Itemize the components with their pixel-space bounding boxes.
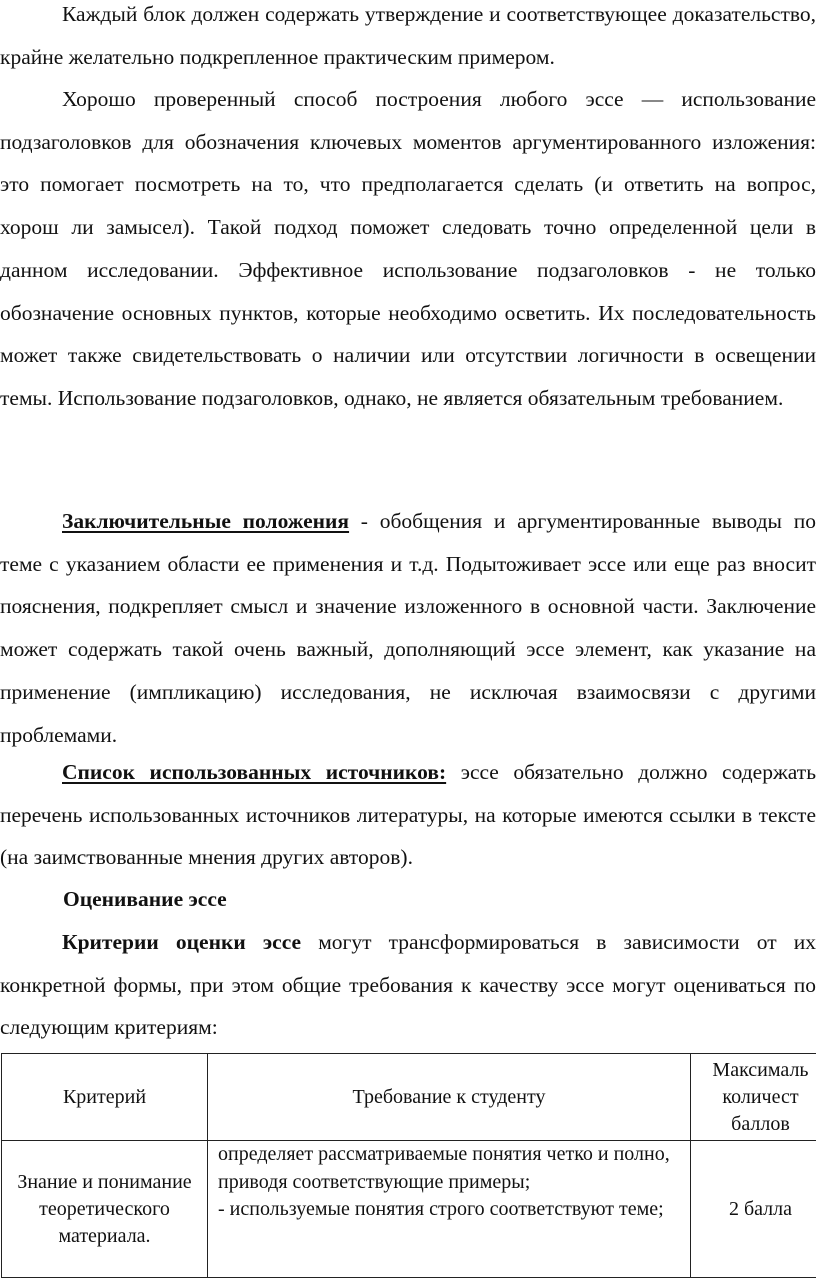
cell-criterion: Знание и понимание теоретического материала. (2, 1141, 208, 1278)
criteria-term: Критерии оценки эссе (62, 930, 302, 954)
section-heading: Оценивание эссе (63, 887, 227, 911)
paragraph-subheadings: Хорошо проверенный способ построения любого эссе — использование подзаголовков для обозначения ключевых моментов аргументированного изложения: это помогает посмотреть на то, что предполагается сделать (и ответить на вопрос, хорош ли замысел). Такой подход поможет следовать точно определенной цели в данном исследовании. Эффективное использование подзаголовков - не только обозначение основных пунктов, которые необходимо осветить. Их последовательность может также свидетельствовать о наличии или отсутствии логичности в освещении темы. Использование подзаголовков, однако, не является обязательным требованием. (0, 87, 816, 410)
header-criterion: Критерий (2, 1054, 208, 1141)
conclusion-term: Заключительные положения (62, 509, 350, 533)
cell-score: 2 балла (691, 1141, 816, 1278)
header-max-score: Максималь количест баллов (691, 1054, 816, 1141)
paragraph-block-statement: Каждый блок должен содержать утверждение и соответствующее доказательство, крайне желательно подкрепленное практическим примером. (0, 2, 816, 69)
paragraph-sources: Список использованных источников: эссе обязательно должно содержать перечень использованных источников литературы, на которые имеются ссылки в тексте (на заимствованные мнения других авторов). (0, 760, 816, 870)
paragraph-criteria: Критерии оценки эссе могут трансформироваться в зависимости от их конкретной формы, при этом общие требования к качеству эссе могут оцениваться по следующим критериям: (0, 930, 816, 1040)
header-requirement: Требование к студенту (208, 1054, 691, 1141)
paragraph-conclusion: Заключительные положения - обобщения и аргументированные выводы по теме с указанием области ее применения и т.д. Подытоживает эссе или еще раз вносит пояснения, подкрепляет смысл и значение изложенного в основной части. Заключение может содержать такой очень важный, дополняющий эссе элемент, как указание на применение (импликацию) исследования, не исключая взаимосвязи с другими проблемами. (0, 509, 816, 747)
criteria-table (1, 1053, 816, 1278)
sources-term: Список использованных источников: (62, 760, 447, 784)
table-header-row (2, 1054, 816, 1141)
table-row (2, 1141, 816, 1278)
cell-requirement: определяет рассматриваемые понятия четко и полно, приводя соответствующие примеры; - используемые понятия строго соответствуют теме; (208, 1141, 691, 1278)
